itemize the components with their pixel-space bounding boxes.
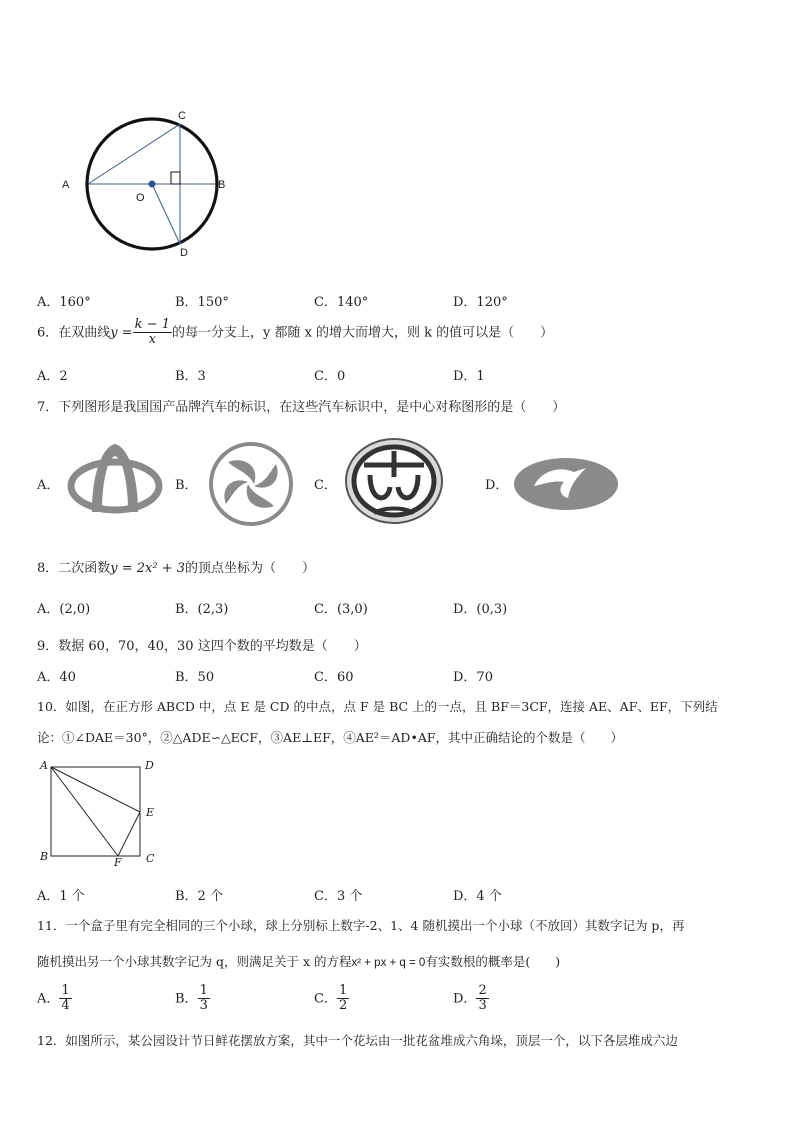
q7-stem: 7．下列图形是我国国产品牌汽车的标识，在这些汽车标识中，是中心对称图形的是（ ）	[37, 400, 566, 415]
q6-frac-den: x	[148, 332, 156, 348]
option-b[interactable]: B．2 个	[175, 889, 223, 904]
option-b[interactable]: B．150°	[175, 295, 229, 310]
option-a[interactable]: A．(2,0)	[37, 602, 91, 617]
label-b: B	[218, 179, 226, 191]
q8-stem-prefix: 8．二次函数	[37, 561, 111, 576]
option-a[interactable]: A．1 个	[37, 889, 85, 904]
q8-formula: y = 2x² + 3	[110, 561, 186, 576]
label-d: D	[145, 759, 154, 772]
frac-num: 1	[338, 983, 348, 998]
label-c: C	[178, 110, 186, 122]
frac-den: 4	[61, 998, 70, 1014]
option-c[interactable]: C．140°	[314, 295, 369, 310]
q6-stem-suffix: 的每一分支上，y 都随 x 的增大而增大，则 k 的值可以是（ ）	[171, 325, 554, 341]
label-a: A	[40, 759, 48, 772]
label-f: F	[114, 856, 122, 869]
option-fraction	[337, 984, 349, 1014]
frac-num: 2	[478, 983, 487, 998]
q10-stem-line1: 10．如图，在正方形 ABCD 中，点 E 是 CD 的中点，点 F 是 BC 上的一点，且 BF＝3CF，连接 AE、AF、EF，下列结	[37, 699, 718, 714]
option-c[interactable]: C．0	[314, 369, 346, 384]
q11-equation: x² + px + q = 0	[351, 957, 426, 969]
square-abcd	[51, 767, 140, 856]
q11-stem-line1: 11．一个盒子里有完全相同的三个小球，球上分别标上数字-2、1、4 随机摸出一个小球（不放回）其数字记为 p，再	[37, 918, 685, 933]
frac-num: 1	[61, 983, 70, 998]
label-d: D	[180, 247, 188, 259]
option-letter: B．	[175, 991, 198, 1007]
q6-frac-num: k − 1	[134, 317, 170, 332]
option-b[interactable]: B．(2,3)	[175, 602, 229, 617]
option-b[interactable]	[175, 984, 210, 1014]
q10-stem-line2: 论：①∠DAE＝30°，②△ADE∽△ECF，③AE⊥EF，④AE²＝AD•AF，其中正确结论的个数是（ ）	[37, 730, 624, 745]
q11-stem-line2	[37, 952, 560, 970]
option-b[interactable]: B．3	[175, 369, 206, 384]
option-fraction	[198, 984, 210, 1014]
option-fraction	[59, 984, 71, 1014]
option-d[interactable]: D．	[485, 478, 509, 493]
option-a[interactable]	[37, 984, 72, 1014]
option-d[interactable]: D．120°	[453, 295, 508, 310]
q11-stem-line2-prefix: 随机摸出另一个小球其数字记为 q，则满足关于 x 的方程	[37, 954, 352, 969]
option-a[interactable]: A．	[37, 478, 60, 493]
option-c[interactable]	[314, 984, 349, 1014]
option-c[interactable]: C．	[314, 478, 337, 493]
option-letter: C．	[314, 991, 337, 1007]
frac-den: 2	[338, 998, 348, 1014]
option-b[interactable]: B．	[175, 478, 198, 493]
frac-den: 3	[199, 998, 208, 1014]
q11-stem-line2-suffix: 有实数根的概率是( )	[425, 954, 561, 969]
option-letter: D．	[453, 991, 477, 1007]
q6-stem-prefix: 6．在双曲线	[37, 325, 111, 341]
frac-num: 1	[199, 983, 208, 998]
segment-ae	[51, 767, 140, 812]
option-d[interactable]: D．4 个	[453, 889, 502, 904]
q8-stem-suffix: 的顶点坐标为（ ）	[185, 561, 316, 576]
option-c[interactable]: C．60	[314, 670, 354, 685]
segment-ef	[118, 812, 140, 856]
option-b[interactable]: B．50	[175, 670, 215, 685]
option-d[interactable]	[453, 984, 489, 1014]
option-letter: A．	[37, 991, 60, 1007]
label-o: O	[136, 192, 145, 204]
option-fraction	[476, 984, 488, 1014]
option-d[interactable]: D．70	[453, 670, 493, 685]
q6-formula-lhs: y =	[110, 325, 133, 341]
label-c: C	[146, 852, 155, 865]
option-a[interactable]: A．2	[37, 369, 68, 384]
label-b: B	[40, 850, 49, 863]
segment-af	[51, 767, 118, 856]
option-d[interactable]: D．1	[453, 369, 485, 384]
label-a: A	[62, 179, 70, 191]
q12-stem: 12．如图所示，某公园设计节日鲜花摆放方案，其中一个花坛由一批花盆堆成六角垛，顶层一个，以下各层堆成六边	[37, 1033, 678, 1048]
option-d[interactable]: D．(0,3)	[453, 602, 508, 617]
option-c[interactable]: C．(3,0)	[314, 602, 368, 617]
option-a[interactable]: A．160°	[37, 295, 91, 310]
q9-stem: 9．数据 60，70，40，30 这四个数的平均数是（ ）	[37, 639, 367, 654]
option-c[interactable]: C．3 个	[314, 889, 363, 904]
option-a[interactable]: A．40	[37, 670, 76, 685]
frac-den: 3	[478, 998, 487, 1014]
label-e: E	[146, 806, 155, 819]
